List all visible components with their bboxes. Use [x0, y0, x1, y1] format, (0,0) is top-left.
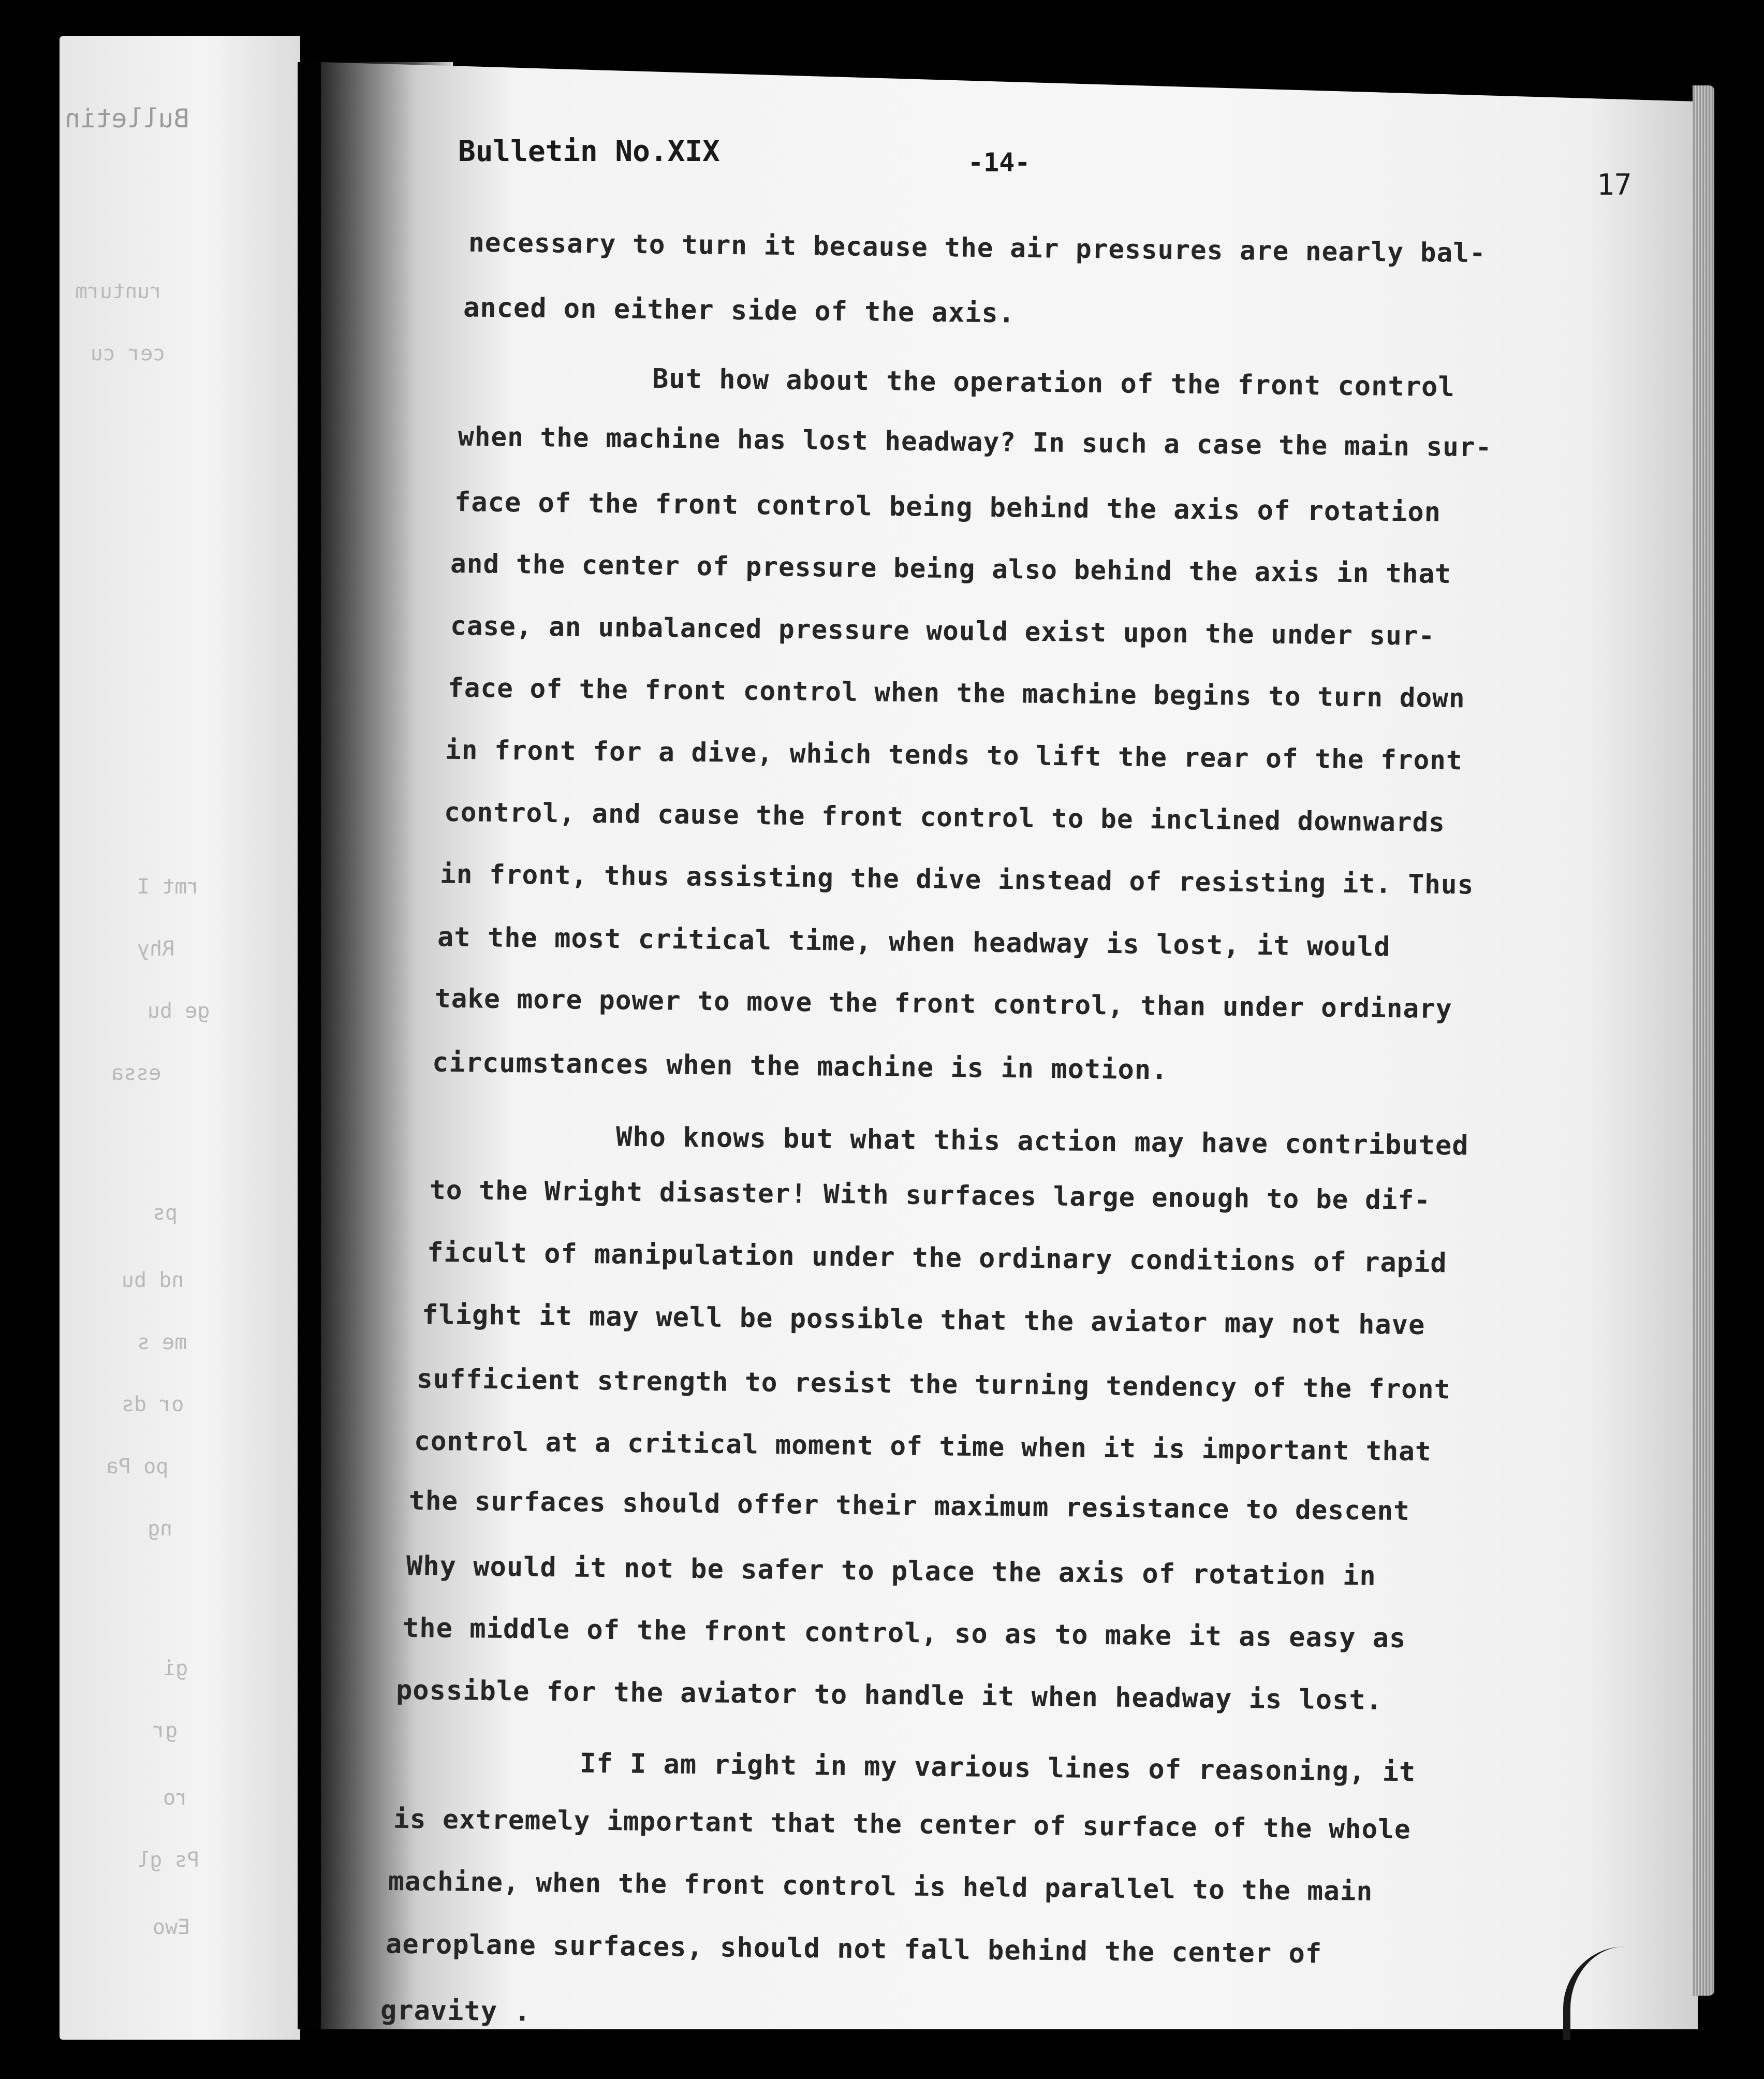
- body-line: possible for the aviator to handle it when headway is lost.: [395, 1675, 1383, 1716]
- page-number: 17: [1597, 168, 1632, 202]
- body-line: ficult of manipulation under the ordinary conditions of rapid: [427, 1237, 1447, 1279]
- bulletin-header: Bulletin No.XIX: [458, 135, 720, 168]
- page-edge-stack: [1693, 85, 1714, 1996]
- ghost-text: cer cu: [91, 342, 166, 365]
- body-line: sufficient strength to resist the turning tendency of the front: [416, 1364, 1451, 1405]
- right-page: [321, 62, 1698, 2029]
- body-line: in front, thus assisting the dive instead of resisting it. Thus: [439, 859, 1474, 901]
- body-line: control at a critical moment of time when it is important that: [414, 1426, 1432, 1468]
- page-marker: -14-: [968, 148, 1031, 178]
- body-line: the surfaces should offer their maximum resistance to descent: [408, 1485, 1410, 1527]
- body-line: take more power to move the front control, than under ordinary: [434, 983, 1452, 1025]
- body-line: flight it may well be possible that the aviator may not have: [421, 1299, 1425, 1341]
- body-line: If I am right in my various lines of reasoning, it: [579, 1748, 1416, 1788]
- ghost-text: Bulletin: [65, 104, 189, 134]
- body-line: in front for a dive, which tends to lift the rear of the front: [445, 735, 1463, 777]
- body-line: face of the front control when the machine begins to turn down: [447, 672, 1465, 714]
- body-line: necessary to turn it because the air pressures are nearly bal-: [468, 227, 1486, 269]
- body-line: and the center of pressure being also behind the axis in that: [450, 548, 1452, 590]
- body-line: circumstances when the machine is in motion.: [432, 1047, 1168, 1086]
- ghost-text: rmt I: [137, 875, 200, 899]
- ghost-text: nd bu: [122, 1268, 184, 1292]
- ghost-text: ge bu: [148, 999, 210, 1023]
- ghost-text: ps: [153, 1201, 178, 1225]
- body-line: Who knows but what this action may have contributed: [615, 1121, 1469, 1162]
- left-facing-page: [60, 36, 300, 2040]
- ghost-text: runturm: [75, 280, 163, 303]
- ghost-text: Ewo: [153, 1915, 190, 1939]
- body-line: gravity .: [380, 1995, 532, 2028]
- body-line: is extremely important that the center of surface of the whole: [393, 1804, 1411, 1846]
- body-line: the middle of the front control, so as to make it as easy as: [402, 1612, 1406, 1655]
- body-line: aeroplane surfaces, should not fall behind the center of: [385, 1928, 1322, 1970]
- body-line: machine, when the front control is held parallel to the main: [388, 1866, 1373, 1907]
- ghost-text: Ps gl: [137, 1848, 200, 1872]
- body-line: control, and cause the front control to be inclined downwards: [444, 797, 1446, 839]
- body-line: to the Wright disaster! With surfaces large enough to be dif-: [429, 1175, 1431, 1217]
- body-line: when the machine has lost headway? In such a case the main sur-: [458, 421, 1492, 463]
- ghost-text: Rhy: [137, 937, 175, 961]
- ghost-text: me s: [137, 1330, 187, 1354]
- ghost-text: ro: [163, 1786, 188, 1810]
- body-line: case, an unbalanced pressure would exist upon the under sur-: [450, 611, 1435, 652]
- body-line: face of the front control being behind the axis of rotation: [454, 487, 1442, 528]
- ghost-text: gi: [163, 1657, 188, 1680]
- ghost-text: gr: [153, 1719, 178, 1743]
- ghost-text: ng: [148, 1517, 173, 1541]
- ghost-text: or ds: [122, 1393, 184, 1416]
- ghost-text: po Pa: [106, 1455, 169, 1478]
- body-line: But how about the operation of the front control: [652, 363, 1455, 403]
- body-line: anced on either side of the axis.: [463, 292, 1016, 329]
- body-line: Why would it not be safer to place the axis of rotation in: [406, 1550, 1377, 1592]
- ghost-text: essa: [111, 1061, 161, 1085]
- body-line: at the most critical time, when headway is lost, it would: [437, 921, 1391, 963]
